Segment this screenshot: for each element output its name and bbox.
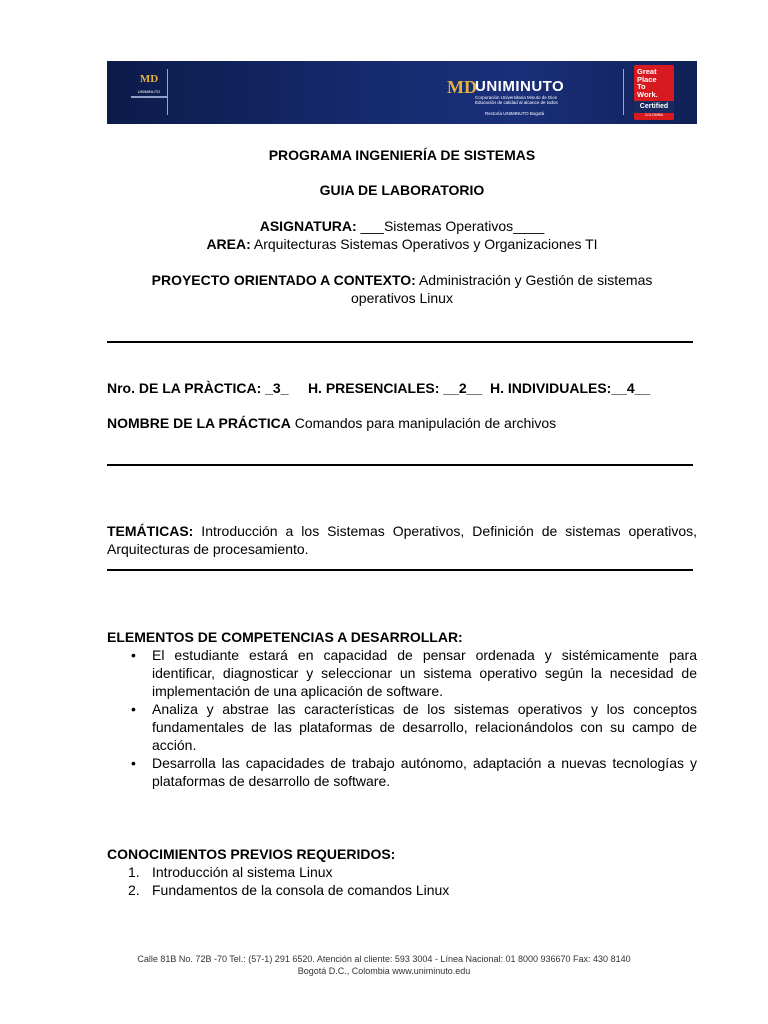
area-label: AREA: [206, 236, 251, 252]
list-item-text: Desarrolla las capacidades de trabajo autónomo, adaptación a nuevas tecnologías y plataformas de desarrollo de software. [152, 755, 697, 789]
proyecto-line-2: operativos Linux [351, 290, 453, 306]
list-item [107, 646, 697, 700]
proyecto-value: Administración y Gestión de sistemas [415, 272, 653, 288]
gptw-line: To [637, 82, 646, 91]
uniminuto-logo [447, 75, 607, 115]
gptw-line: Place [637, 74, 657, 84]
logo-rectoria: Rectoría UNIMINUTO Bogotá [485, 111, 545, 116]
nombre-value: Comandos para manipulación de archivos [290, 415, 557, 431]
tematicas-value: Introducción a los Sistemas Operativos, Definición de sistemas operativos, Arquitecturas de procesamiento. [107, 523, 697, 557]
uniminuto-small-logo [125, 67, 173, 117]
tematicas-label: TEMÁTICAS: [107, 523, 194, 539]
list-item [107, 700, 697, 754]
bullet-icon: • [131, 755, 136, 771]
asignatura-label: ASIGNATURA: [259, 218, 357, 234]
separator-line [107, 341, 693, 343]
gptw-line: Great [637, 67, 657, 76]
area-value: Arquitecturas Sistemas Operativos y Organizaciones TI [250, 236, 598, 252]
list-item [107, 754, 697, 790]
banner-divider [167, 69, 168, 115]
asignatura-value: ___Sistemas Operativos____ [356, 218, 545, 234]
list-number: 2. [128, 882, 140, 898]
list-item-text: Analiza y abstrae las características de los sistemas operativos y los conceptos fundamentales de las plataformas de desarrollo, relacionándolos con su campo de acción. [152, 701, 697, 753]
md-logo-mark: MD [139, 73, 159, 85]
list-number: 1. [128, 864, 140, 880]
nombre-practica-line [107, 415, 556, 431]
bullet-icon: • [131, 647, 136, 663]
small-logo-text: UNIMINUTO [137, 89, 161, 94]
guide-title: GUIA DE LABORATORIO [319, 182, 485, 198]
logo-subtitle-line-2: Educación de calidad al alcance de todos [475, 100, 558, 105]
competencias-title: ELEMENTOS DE COMPETENCIAS A DESARROLLAR: [107, 629, 463, 645]
nombre-label: NOMBRE DE LA PRÁCTICA [107, 415, 291, 431]
footer-city: Bogotá D.C., Colombia www.uniminuto.edu [297, 966, 471, 976]
footer-address: Calle 81B No. 72B -70 Tel.: (57-1) 291 6520. Atención al cliente: 593 3004 - Línea Nacional: 01 8000 936670 Fax: 430 8140 [137, 954, 631, 964]
great-place-to-work-badge [634, 65, 674, 120]
separator-line [107, 569, 693, 571]
list-item-text: Introducción al sistema Linux [152, 864, 333, 880]
list-item-text: El estudiante estará en capacidad de pensar ordenada y sistémicamente para identificar, diagnosticar y seleccionar un sistema operativo según la necesidad de implementación de una aplicación de software. [152, 647, 697, 699]
md-logo-mark: MD [447, 77, 477, 97]
list-item-text: Fundamentos de la consola de comandos Linux [152, 882, 450, 898]
logo-subtitle-line-1: Corporación Universitaria Minuto de Dios [475, 95, 558, 100]
practica-info: Nro. DE LA PRÀCTICA: _3_ H. PRESENCIALES: __2__ H. INDIVIDUALES:__4__ [107, 380, 651, 396]
area-line [107, 236, 697, 252]
program-title: PROGRAMA INGENIERÍA DE SISTEMAS [268, 147, 536, 163]
previos-list [107, 863, 449, 899]
list-item [107, 863, 449, 881]
gptw-certified: Certified [634, 101, 674, 113]
banner-divider [623, 69, 624, 115]
tematicas-paragraph [107, 522, 697, 558]
logo-name: UNIMINUTO [475, 78, 565, 95]
proyecto-label: PROYECTO ORIENTADO A CONTEXTO: [151, 272, 416, 288]
proyecto-line [107, 272, 697, 288]
gptw-line: Work. [637, 89, 658, 99]
asignatura-line [107, 218, 697, 234]
logo-subtitle [475, 95, 558, 105]
previos-title: CONOCIMIENTOS PREVIOS REQUERIDOS: [107, 846, 396, 862]
separator-line [107, 464, 693, 466]
bullet-icon: • [131, 701, 136, 717]
list-item [107, 881, 449, 899]
competencias-list [107, 646, 697, 790]
header-banner [107, 61, 697, 124]
gptw-country: COLOMBIA [644, 113, 664, 117]
